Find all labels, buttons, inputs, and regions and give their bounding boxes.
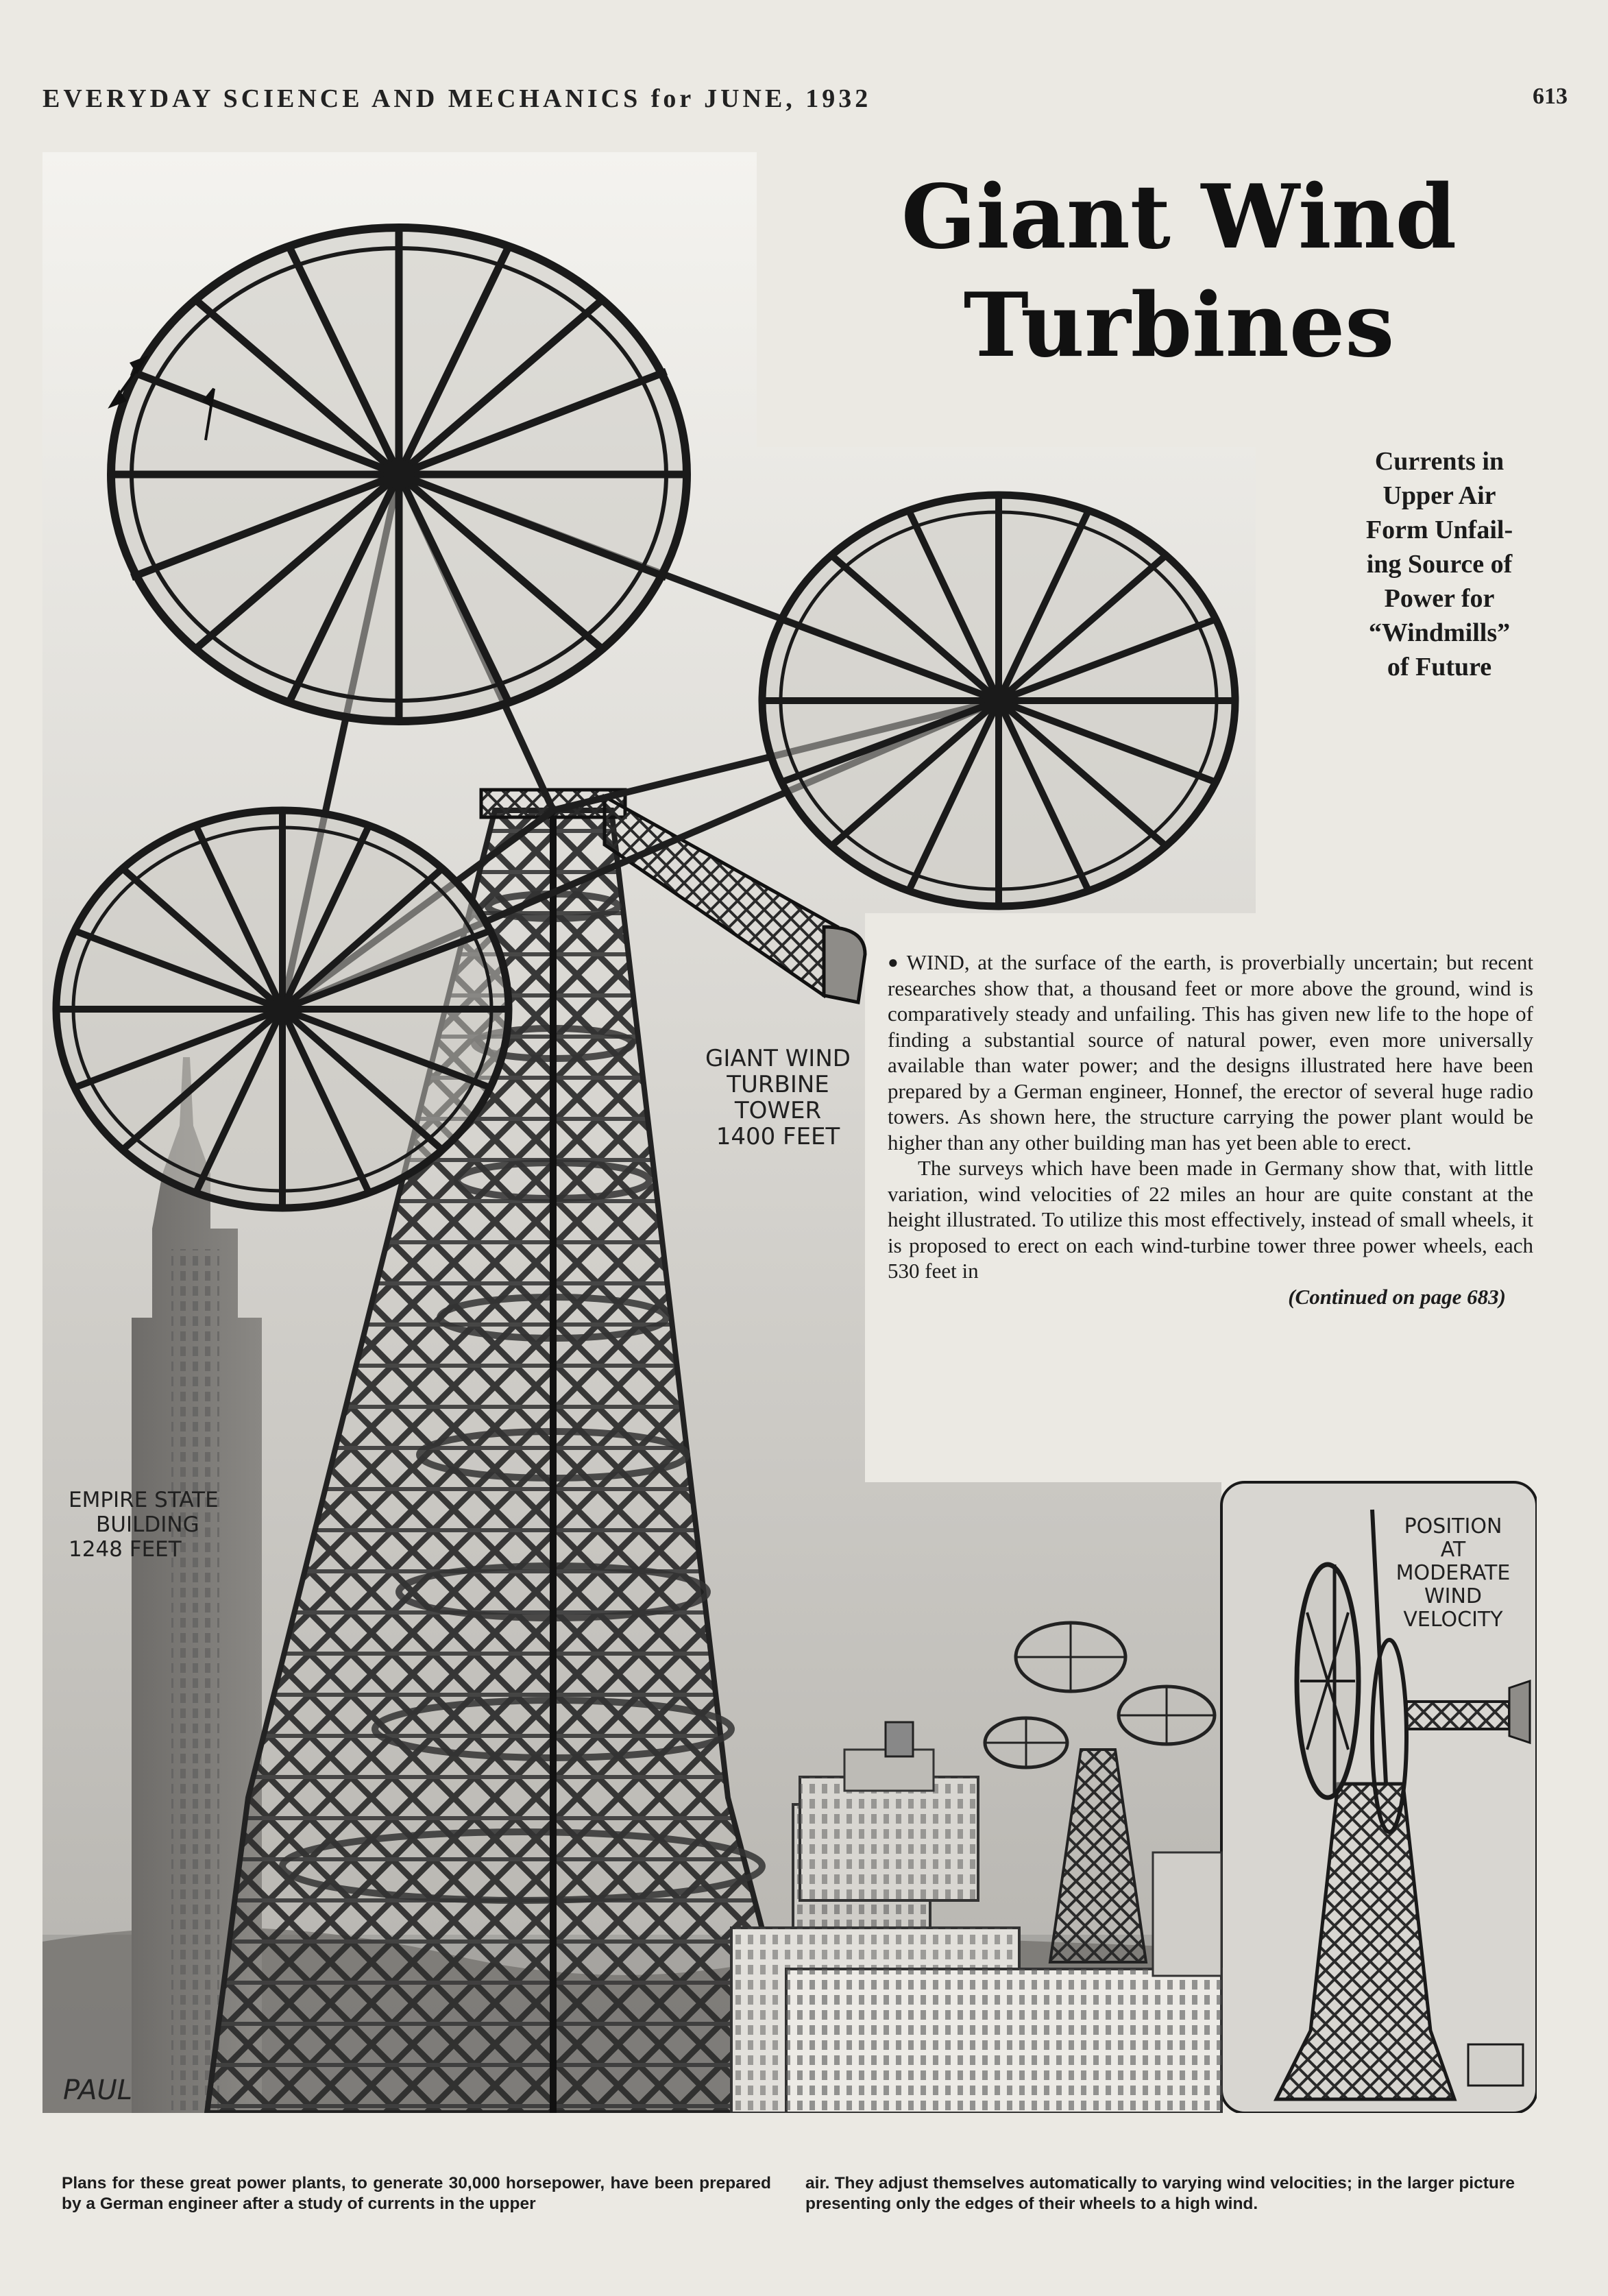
artist-signature: PAUL [63,2075,133,2106]
label-line: POSITION [1404,1514,1502,1538]
label-line: BUILDING [96,1512,199,1537]
inset-position-label [1378,1515,1528,1632]
turbine-wheel-top [111,228,687,721]
caption-left: Plans for these great power plants, to generate 30,000 horsepower, have been prepared by a German engineer after a study of currents in the upper [62,2174,771,2213]
label-line: VELOCITY [1403,1608,1503,1632]
article-body [888,950,1533,1309]
empire-state-label [55,1488,240,1562]
deck-line: Upper Air [1382,481,1496,510]
deck-line: of Future [1387,653,1492,681]
bullet-icon: ● [888,952,901,972]
headline-line-2: Turbines [963,274,1395,377]
deck-subtitle [1337,444,1542,684]
label-line: TOWER [734,1097,822,1124]
deck-line: “Windmills” [1368,618,1511,647]
label-line: AT [1440,1538,1466,1562]
article-paragraph-2: The surveys which have been made in Germany show that, with little variation, wind velocities of 22 miles an hour are quite constant at the height illustrated. To utilize this most effectively, instead of small wheels, it is proposed to erect on each wind-turbine tower three power wheels, each 530 feet in [888,1156,1533,1283]
label-line: 1248 FEET [69,1537,182,1562]
label-line: WIND [1424,1584,1483,1608]
article-paragraph-1-text: WIND, at the surface of the earth, is proverbially uncertain; but recent researches show that, a thousand feet or more above the ground, wind is comparatively steady and unfailing. This has given new life to the hope of finding a substantial source of natural power, even more universally available than water power; and the designs illustrated here have been prepared by a German engineer, Honnef, the erector of several huge radio towers. As shown here, the structure carrying the power plant would be higher than any other building man has yet been able to erect. [888,950,1533,1155]
deck-line: Power for [1384,584,1495,613]
deck-line: Form Unfail- [1365,516,1513,544]
caption-right: air. They adjust themselves automatically to varying wind velocities; in the larger picture presenting only the edges of their wheels to a high wind. [805,2174,1515,2213]
running-header [42,84,1568,118]
turbine-wheel-left [56,810,509,1208]
headline [864,163,1494,380]
turbine-wheel-right [762,495,1235,906]
deck-line: ing Source of [1366,550,1513,579]
continued-link[interactable]: (Continued on page 683) [1288,1284,1506,1309]
label-line: EMPIRE STATE [69,1488,219,1512]
label-line: GIANT WIND [705,1045,851,1072]
label-line: 1400 FEET [716,1123,840,1150]
label-line: MODERATE [1396,1561,1511,1585]
article-paragraph-1 [888,950,1533,1155]
page-number: 613 [1533,84,1568,109]
deck-line: Currents in [1374,447,1505,476]
label-line: TURBINE [727,1071,829,1098]
tower-height-label [692,1046,864,1150]
headline-line-1: Giant Wind [901,166,1457,269]
magazine-header-title: EVERYDAY SCIENCE AND MECHANICS for JUNE, 1932 [42,84,872,113]
